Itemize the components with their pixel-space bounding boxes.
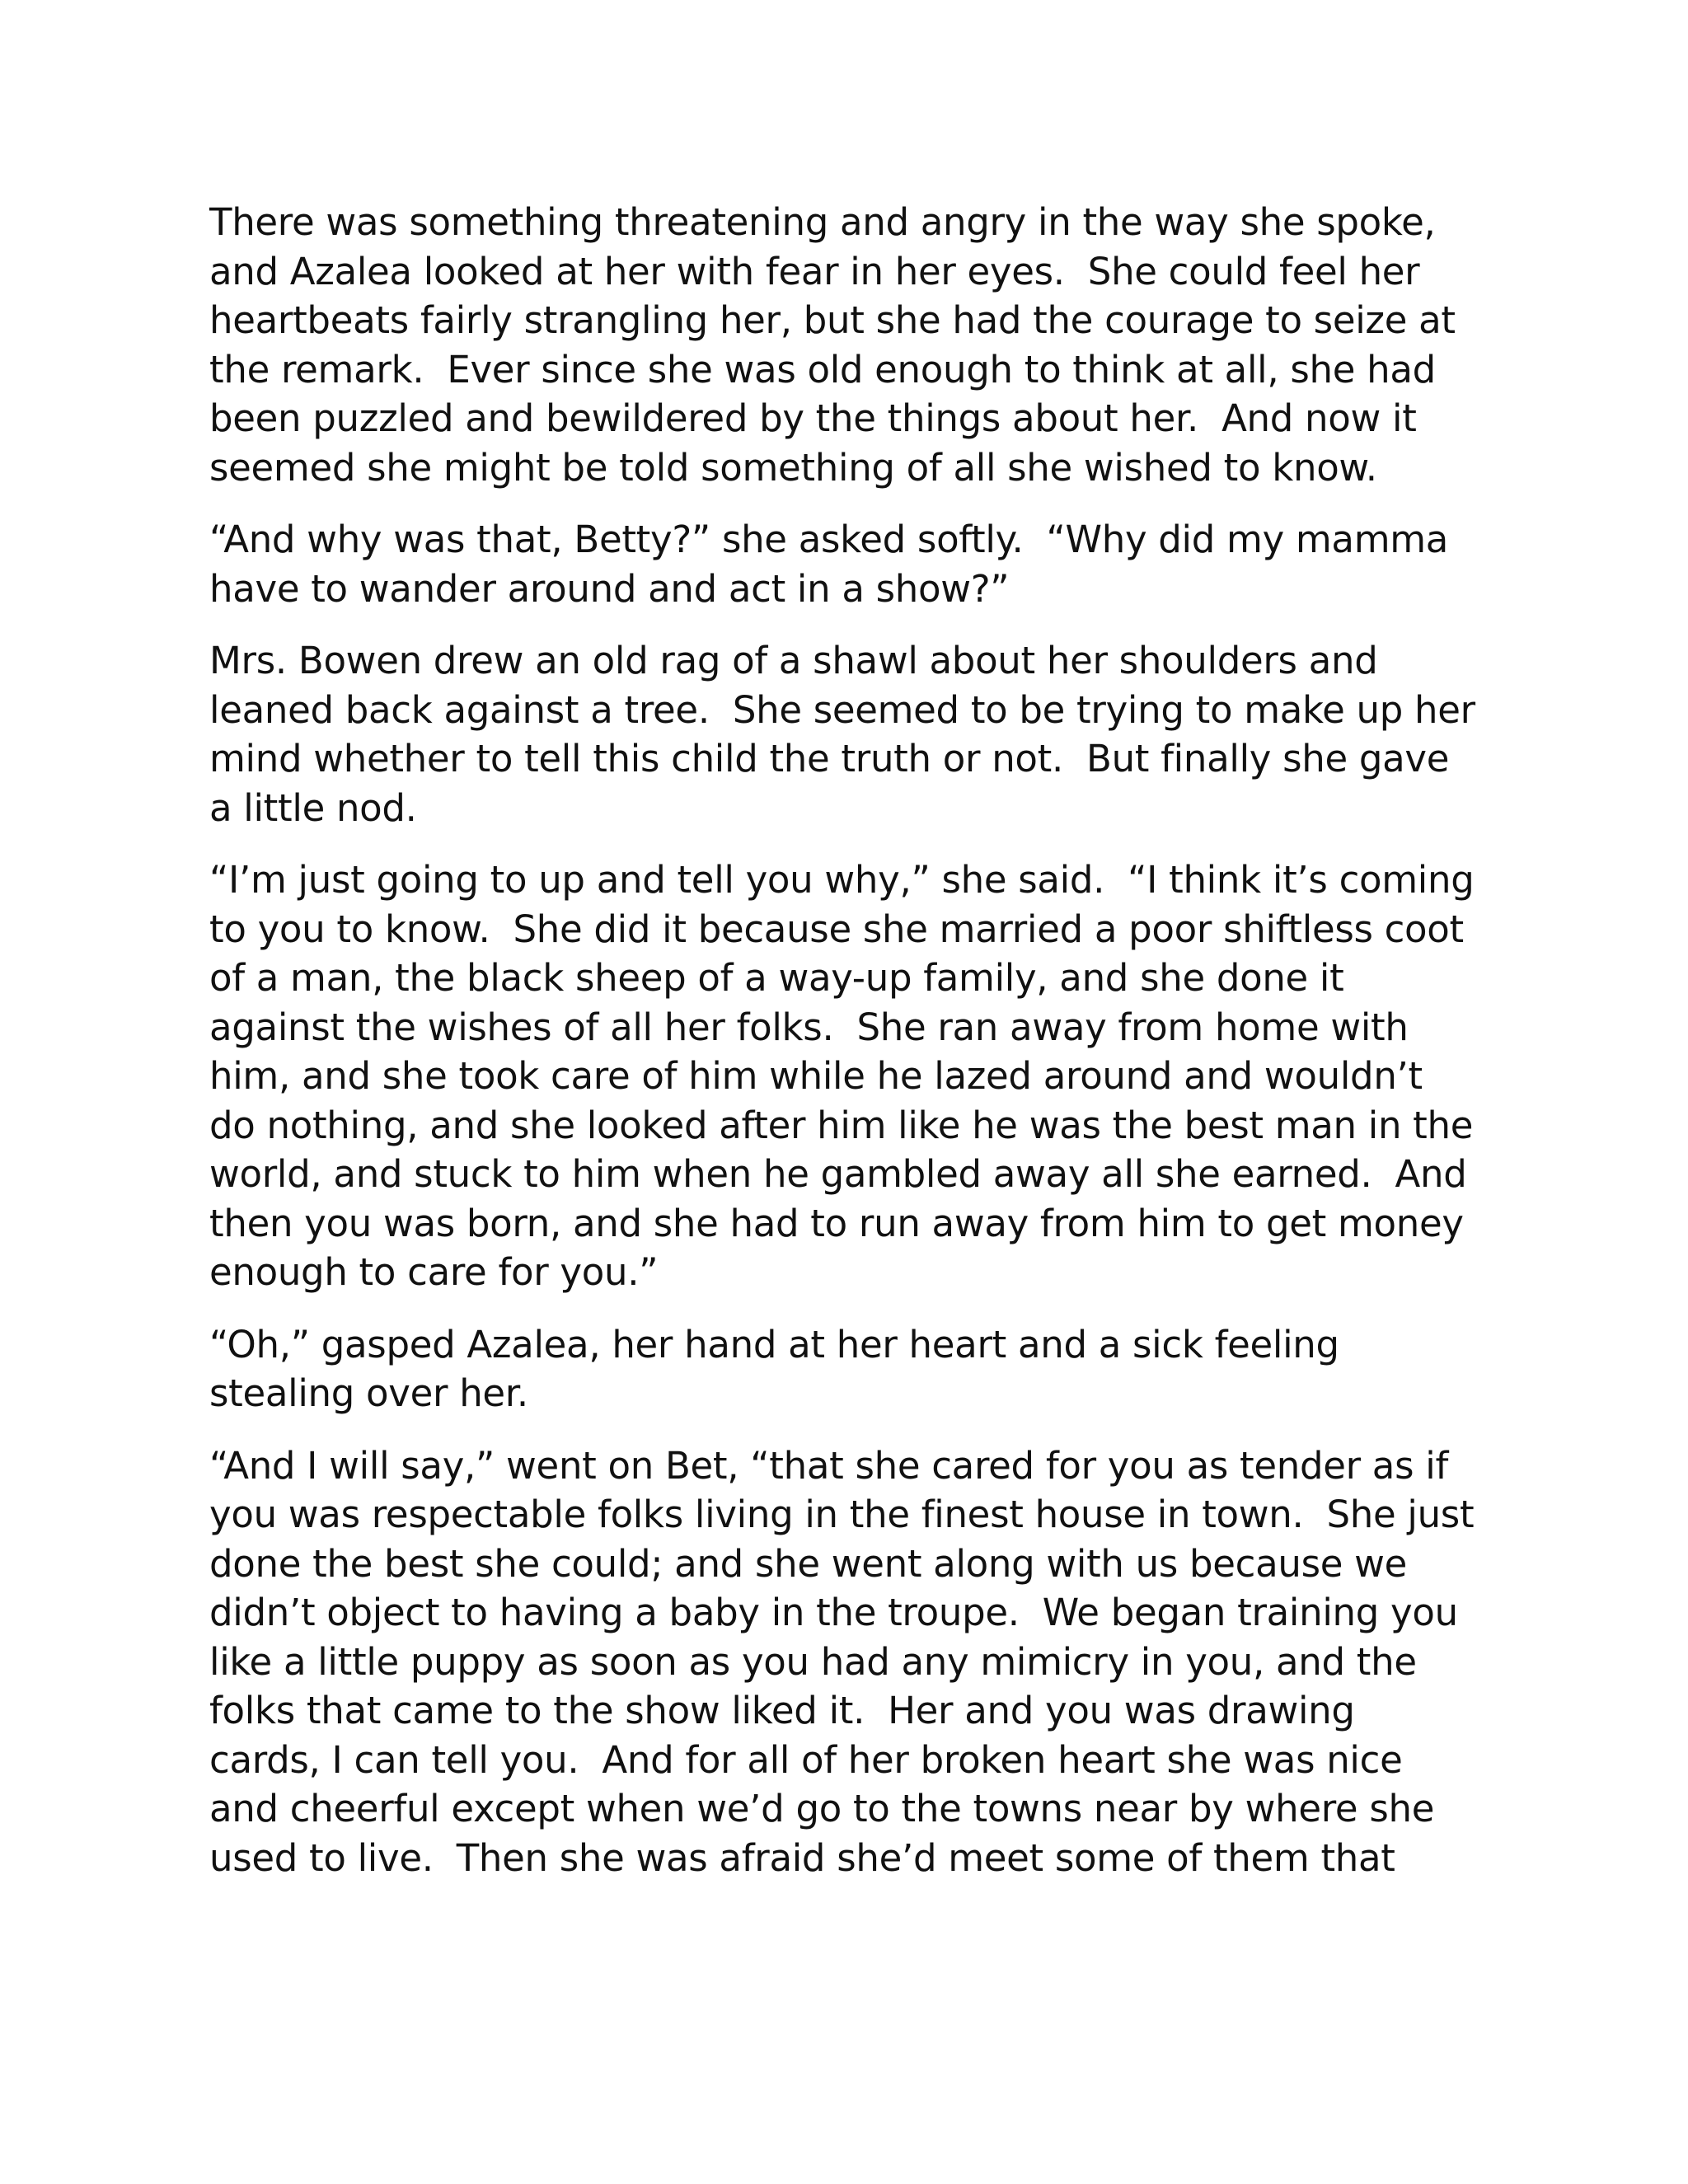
text-line: do nothing, and she looked after him like he was the best man in the (209, 1103, 1474, 1147)
text-line: heartbeats fairly strangling her, but she had the courage to seize at (209, 298, 1456, 342)
text-line: “Oh,” gasped Azalea, her hand at her heart and a sick feeling (209, 1322, 1339, 1366)
text-line: seemed she might be told something of all she wished to know. (209, 445, 1377, 490)
text-line: stealing over her. (209, 1371, 528, 1415)
text-line: “And why was that, Betty?” she asked softly. “Why did my mamma (209, 518, 1449, 561)
text-line: enough to care for you.” (209, 1250, 659, 1294)
paragraph-6 (209, 1441, 1495, 1883)
text-line: the remark. Ever since she was old enough to think at all, she had (209, 347, 1436, 391)
text-line: to you to know. She did it because she married a poor shiftless coot (209, 907, 1464, 951)
text-line: folks that came to the show liked it. Her and you was drawing (209, 1689, 1355, 1732)
text-line: and Azalea looked at her with fear in her eyes. She could feel her (209, 249, 1420, 293)
text-line: “I’m just going to up and tell you why,” she said. “I think it’s coming (209, 858, 1475, 902)
text-line: leaned back against a tree. She seemed to be trying to make up her (209, 687, 1475, 732)
text-line: a little nod. (209, 785, 417, 830)
paragraph-5 (209, 1320, 1495, 1418)
text-line: Mrs. Bowen drew an old rag of a shawl about her shoulders and (209, 639, 1378, 682)
text-line: him, and she took care of him while he lazed around and wouldn’t (209, 1054, 1423, 1098)
text-line: There was something threatening and angry in the way she spoke, (209, 200, 1436, 244)
text-line: and cheerful except when we’d go to the towns near by where she (209, 1787, 1435, 1830)
text-line: then you was born, and she had to run away from him to get money (209, 1201, 1464, 1245)
text-line: done the best she could; and she went along with us because we (209, 1541, 1408, 1586)
paragraph-2 (209, 515, 1495, 613)
text-line: mind whether to tell this child the truth or not. But finally she gave (209, 737, 1450, 780)
text-line: cards, I can tell you. And for all of her broken heart she was nice (209, 1737, 1403, 1782)
text-line: have to wander around and act in a show?” (209, 566, 1010, 611)
document-page (209, 198, 1495, 1905)
text-line: been puzzled and bewildered by the things about her. And now it (209, 396, 1417, 440)
paragraph-3 (209, 636, 1495, 832)
text-line: against the wishes of all her folks. She ran away from home with (209, 1005, 1409, 1049)
text-line: used to live. Then she was afraid she’d meet some of them that (209, 1835, 1395, 1880)
text-line: didn’t object to having a baby in the troupe. We began training you (209, 1591, 1458, 1634)
text-line: world, and stuck to him when he gambled away all she earned. And (209, 1152, 1467, 1196)
text-line: of a man, the black sheep of a way-up family, and she done it (209, 956, 1344, 1000)
text-line: “And I will say,” went on Bet, “that she cared for you as tender as if (209, 1443, 1448, 1488)
paragraph-4 (209, 855, 1495, 1297)
text-line: like a little puppy as soon as you had any mimicry in you, and the (209, 1639, 1417, 1684)
paragraph-1 (209, 198, 1495, 492)
text-line: you was respectable folks living in the finest house in town. She just (209, 1493, 1475, 1536)
